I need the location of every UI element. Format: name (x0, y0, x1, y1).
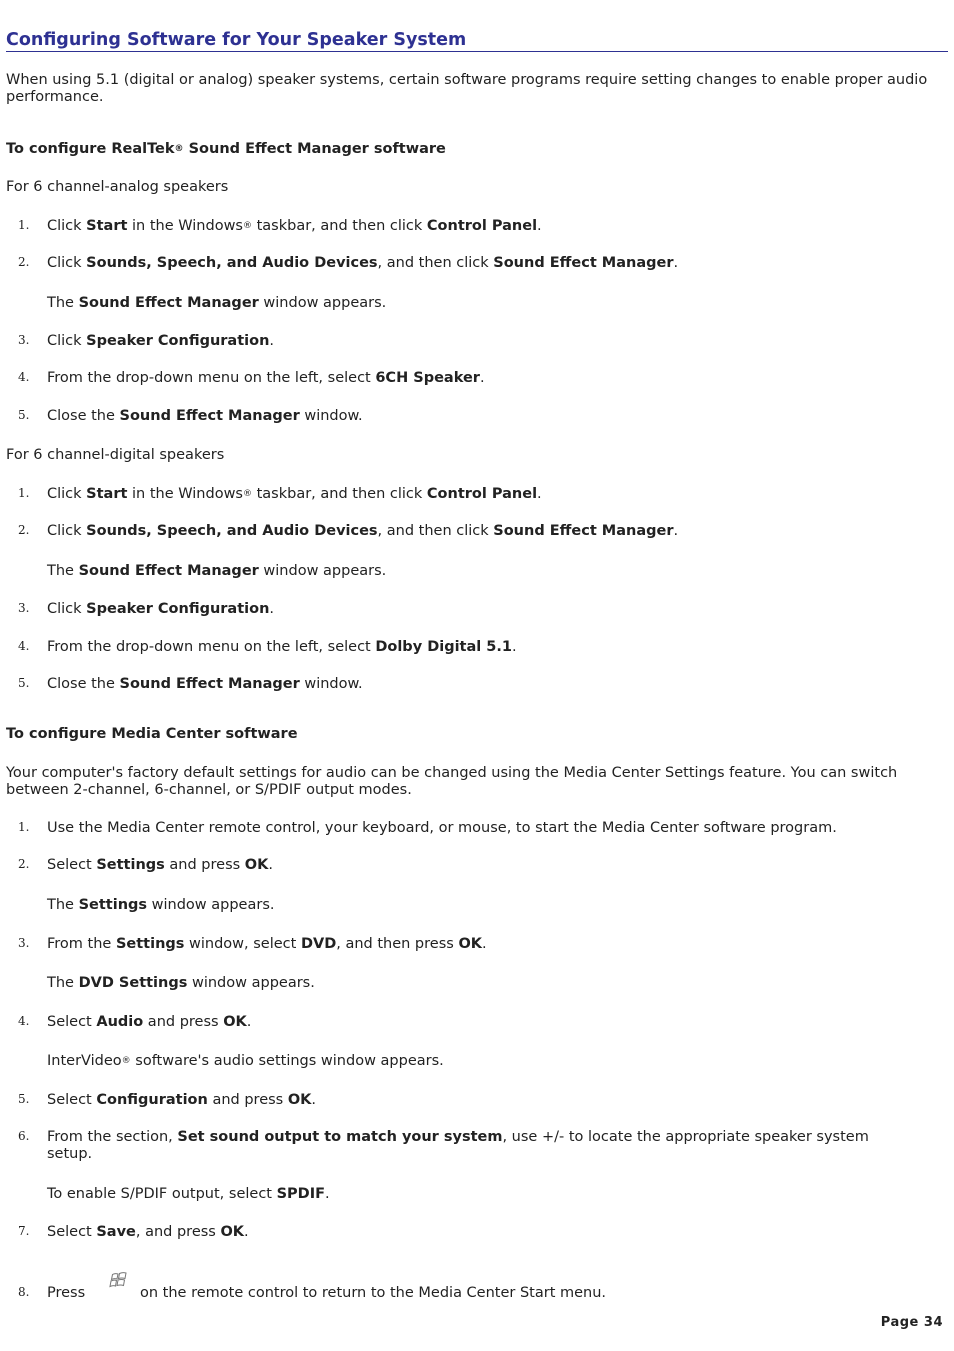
media-step-4 (47, 1014, 907, 1031)
text: Click (47, 523, 87, 539)
text-bold: Audio (96, 1014, 144, 1030)
text-bold: Sound Effect Manager (493, 523, 674, 539)
text-bold: OK (220, 1224, 245, 1240)
page-title: Configuring Software for Your Speaker System (6, 30, 948, 52)
text: window, select (184, 936, 301, 952)
text-bold: Start (86, 218, 128, 234)
media-center-intro: Your computer's factory default settings for audio can be changed using the Media Center Settings feature. You can switch between 2-channel, 6-channel, or S/PDIF output modes. (6, 765, 898, 798)
step-number: 7. (18, 1224, 30, 1238)
step-number: 3. (18, 601, 30, 615)
text: The (47, 563, 79, 579)
text-bold: Settings (78, 897, 148, 913)
text: Click (47, 255, 87, 271)
text: . (482, 936, 487, 952)
registered-mark: ® (243, 489, 252, 499)
text-bold: Configuration (96, 1092, 208, 1108)
text: . (537, 218, 542, 234)
step-number: 5. (18, 408, 30, 422)
text-bold: Save (96, 1224, 136, 1240)
text: Select (47, 1224, 97, 1240)
text: . (246, 1014, 252, 1030)
media-step-2-result (47, 897, 907, 914)
text: and press (207, 1092, 288, 1108)
text: . (244, 1224, 249, 1240)
digital-step-3 (47, 601, 907, 618)
media-step-7 (47, 1224, 907, 1241)
text-bold: OK (244, 857, 269, 873)
text: taskbar, and then click (252, 218, 427, 234)
step-number: 3. (18, 333, 30, 347)
step-number: 6. (18, 1129, 30, 1143)
text: The (47, 975, 79, 991)
media-step-8-press: Press (47, 1285, 86, 1301)
text: InterVideo (47, 1053, 122, 1069)
text: Select (47, 857, 97, 873)
windows-start-icon (106, 1267, 132, 1293)
text-bold: Sound Effect Manager (493, 255, 674, 271)
analog-step-2 (47, 255, 907, 272)
text-bold: 6CH Speaker (375, 370, 480, 386)
media-step-6 (47, 1129, 907, 1163)
text-bold: Start (86, 486, 128, 502)
text-bold: Set sound output to match your system (177, 1129, 503, 1145)
text: window appears. (258, 563, 387, 579)
step-number: 5. (18, 1092, 30, 1106)
text-bold: OK (458, 936, 482, 952)
text-bold: DVD (300, 936, 337, 952)
text-bold: Sound Effect Manager (119, 676, 300, 692)
registered-mark: ® (243, 221, 252, 231)
realtek-heading-b: Sound Effect Manager software (183, 141, 446, 157)
text: From the section, (47, 1129, 178, 1145)
text: Click (47, 218, 87, 234)
analog-step-4 (47, 370, 907, 387)
step-number: 8. (18, 1285, 30, 1299)
registered-mark: ® (121, 1056, 131, 1066)
text: and press (164, 857, 245, 873)
text: . (673, 255, 679, 271)
text: The (47, 295, 79, 311)
analog-step-1 (47, 218, 907, 235)
text: software's audio settings window appears. (130, 1053, 444, 1069)
text-bold: Speaker Configuration (86, 333, 270, 349)
step-number: 1. (18, 820, 30, 834)
text-bold: DVD Settings (78, 975, 188, 991)
step-number: 1. (18, 218, 30, 232)
text-bold: Speaker Configuration (86, 601, 270, 617)
text: . (511, 639, 517, 655)
text-bold: SPDIF (276, 1186, 326, 1202)
text: Select (47, 1014, 97, 1030)
text: in the Windows (127, 218, 243, 234)
analog-step-5 (47, 408, 907, 425)
text-bold: Control Panel (426, 218, 538, 234)
text: window appears. (147, 897, 275, 913)
text: Close the (47, 408, 120, 424)
digital-step-2-result (47, 563, 907, 580)
text-bold: OK (287, 1092, 312, 1108)
text-bold: OK (223, 1014, 247, 1030)
text: . (269, 601, 275, 617)
text: window. (299, 408, 363, 424)
media-center-heading: To configure Media Center software (6, 726, 298, 742)
text: Select (47, 1092, 97, 1108)
text: taskbar, and then click (252, 486, 427, 502)
intro-paragraph: When using 5.1 (digital or analog) speaker systems, certain software programs require setting changes to enable proper audio performance. (6, 72, 928, 105)
analog-label: For 6 channel-analog speakers (6, 179, 229, 195)
text-bold: Sounds, Speech, and Audio Devices (86, 255, 378, 271)
media-step-5 (47, 1092, 907, 1109)
text: window. (299, 676, 363, 692)
text: From the drop-down menu on the left, select (47, 370, 376, 386)
media-step-1: Use the Media Center remote control, your keyboard, or mouse, to start the Media Center software program. (47, 820, 837, 836)
digital-step-1 (47, 486, 907, 503)
step-number: 2. (18, 255, 30, 269)
step-number: 3. (18, 936, 30, 950)
text: window appears. (258, 295, 387, 311)
text: . (269, 333, 275, 349)
media-step-3-result (47, 975, 907, 992)
text: , and then click (377, 523, 494, 539)
analog-step-3 (47, 333, 907, 350)
digital-label: For 6 channel-digital speakers (6, 447, 225, 463)
text: From the drop-down menu on the left, select (47, 639, 376, 655)
step-number: 4. (18, 639, 30, 653)
text: . (479, 370, 485, 386)
text: , use +/- to locate the appropriate speaker system setup. (47, 1129, 869, 1162)
text-bold: Settings (96, 857, 165, 873)
digital-step-2 (47, 523, 907, 540)
text: . (325, 1186, 330, 1202)
step-number: 2. (18, 857, 30, 871)
registered-mark: ® (174, 144, 184, 154)
text: . (311, 1092, 316, 1108)
text: From the (47, 936, 116, 952)
digital-step-4 (47, 639, 907, 656)
step-number: 2. (18, 523, 30, 537)
digital-step-5 (47, 676, 907, 693)
text: The (47, 897, 79, 913)
text-bold: Control Panel (426, 486, 538, 502)
text: , and then click (377, 255, 494, 271)
text-bold: Sound Effect Manager (119, 408, 300, 424)
text: . (537, 486, 542, 502)
text: Close the (47, 676, 120, 692)
step-number: 4. (18, 370, 30, 384)
text: in the Windows (127, 486, 243, 502)
realtek-heading (6, 141, 446, 158)
text-bold: Sounds, Speech, and Audio Devices (86, 523, 378, 539)
text: and press (143, 1014, 224, 1030)
step-number: 1. (18, 486, 30, 500)
page-number: Page 34 (880, 1315, 943, 1330)
text: Click (47, 333, 87, 349)
text-bold: Dolby Digital 5.1 (375, 639, 512, 655)
text: . (268, 857, 273, 873)
media-step-8-rest: on the remote control to return to the Media Center Start menu. (140, 1285, 607, 1301)
realtek-heading-a: To configure RealTek (6, 141, 175, 157)
text: window appears. (187, 975, 315, 991)
text-bold: Sound Effect Manager (78, 295, 259, 311)
text-bold: Sound Effect Manager (78, 563, 259, 579)
step-number: 5. (18, 676, 30, 690)
analog-step-2-result (47, 295, 907, 312)
text: , and press (135, 1224, 221, 1240)
text: Click (47, 601, 87, 617)
text: , and then press (336, 936, 459, 952)
text: . (673, 523, 679, 539)
text: Click (47, 486, 87, 502)
text: To enable S/PDIF output, select (47, 1186, 277, 1202)
step-number: 4. (18, 1014, 30, 1028)
text-bold: Settings (115, 936, 185, 952)
media-step-6-note (47, 1186, 907, 1203)
media-step-4-result (47, 1053, 907, 1070)
media-step-3 (47, 936, 907, 953)
media-step-2 (47, 857, 907, 874)
